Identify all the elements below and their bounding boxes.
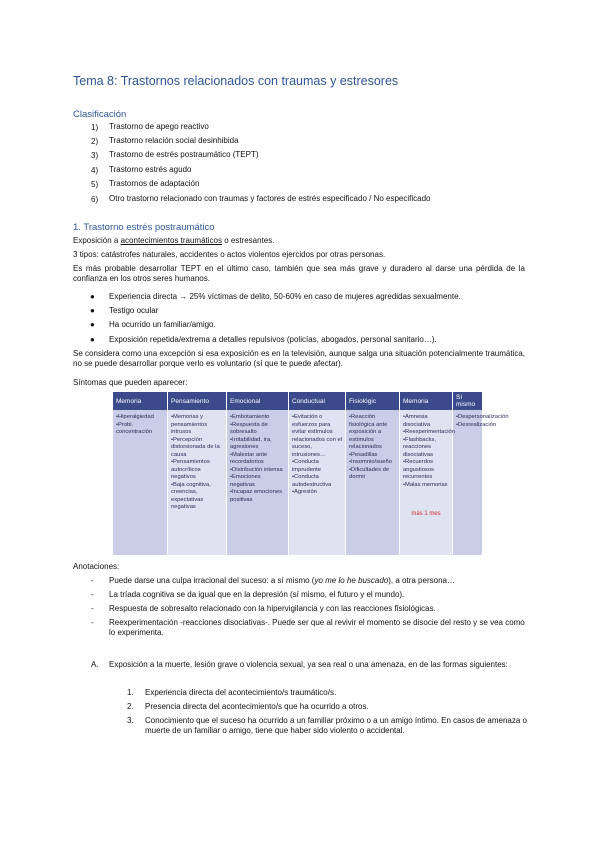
- bullet-item: Exposición repetida/extrema a detalles repulsivos (policías, abogados, personal sanitario…).: [109, 335, 437, 344]
- criterion-text: Exposición a la muerte, lesión grave o violencia sexual, ya sea real o una amenaza, en de las formas siguientes:: [109, 660, 508, 669]
- list-item: Trastorno de estrés postraumático (TEPT): [109, 150, 259, 159]
- table-note: más 1 mes: [411, 511, 441, 517]
- bullet-item: Experiencia directa → 25% víctimas de delito, 50-60% en caso de mujeres agredidas sexualmente.: [109, 292, 461, 301]
- bullet-dot: ●: [90, 335, 95, 344]
- table-row: [113, 410, 483, 555]
- bullet-item: Testigo ocular: [109, 306, 159, 315]
- list-item: Trastorno relación social desinhibida: [109, 136, 239, 145]
- list-number: 1): [91, 123, 99, 132]
- criterion-letter: A.: [91, 660, 99, 669]
- table-cell: •Hiperalgiedad •Probl. concentración: [113, 410, 168, 555]
- table-header: Pensamiento: [168, 392, 227, 410]
- table-cell: •Reacción fisiológica ante exposición a estímulos relacionados •Pesadillas •Insomnio/sueño •Dificultades de dormir: [346, 410, 400, 555]
- list-number: 1.: [127, 688, 134, 697]
- list-item: Presencia directa del acontecimiento/s que ha ocurrido a otros.: [145, 702, 369, 711]
- page-title: Tema 8: Trastornos relacionados con traumas y estresores: [73, 74, 399, 88]
- list-number: 2): [91, 137, 99, 146]
- dash: -: [91, 618, 94, 627]
- list-item: La tríada cognitiva se da igual que en la depresión (sí mismo, el futuro y el mundo).: [109, 590, 405, 599]
- symptoms-table: [113, 392, 509, 555]
- list-item: Reexperimentación -reacciones disociativas-. Puede ser que al revivir el momento se disocie del resto y se vea como lo experimenta.: [109, 618, 525, 637]
- table-header: Sí mismo: [453, 392, 483, 410]
- table-cell: •Memorias y pensamientos intrusos •Percepción distorsionada de la causa •Pensamientos autocríticos negativos •Baja cognitiva, creencias, expectativas negativas: [168, 410, 227, 555]
- exposicion-line: Exposición a acontecimientos traumáticos o estresantes.: [73, 236, 275, 245]
- bullet-dot: ●: [90, 292, 95, 301]
- list-item: Trastornos de adaptación: [109, 179, 200, 188]
- bullet-item: Ha ocurrido un familiar/amigo.: [109, 320, 216, 329]
- table-cell: •Despersonalización •Desrealización: [453, 410, 483, 555]
- list-number: 2.: [127, 702, 134, 711]
- list-number: 3): [91, 151, 99, 160]
- list-number: 6): [91, 195, 99, 204]
- table-header: Memoria: [400, 392, 453, 410]
- table-cell: •Amnesia disociativa •Reexperimentación •Flashbacks, reacciones disociativas •Recuerdos angustiosos recurrentes •Malas memorias más 1 mes: [400, 410, 453, 555]
- tipos-line: 3 tipos: catástrofes naturales, accidentes o actos violentos ejercidos por otras personas.: [73, 250, 386, 259]
- table-header: Emocional: [227, 392, 289, 410]
- sintomas-label: Síntomas que pueden aparecer:: [73, 378, 188, 387]
- table-header: Conductual: [289, 392, 346, 410]
- clasificacion-heading: Clasificación: [73, 109, 127, 120]
- anotaciones-heading: Anotaciones:: [73, 562, 120, 571]
- dash: -: [91, 576, 94, 585]
- dash: -: [91, 604, 94, 613]
- table-cell: •Evitación o esfuerzos para evitar estímulos relacionados con el suceso, intrusiones… •Conducta imprudente •Conducta autodestructiva •Agresión: [289, 410, 346, 555]
- list-number: 3.: [127, 716, 134, 725]
- section-heading: 1. Trastorno estrés postraumático: [73, 222, 215, 233]
- list-item: Experiencia directa del acontecimiento/s traumático/s.: [145, 688, 337, 697]
- dash: -: [91, 590, 94, 599]
- paragraph: Es más probable desarrollar TEPT en el último caso, también que sea más grave y duradero al darse una pérdida de la confianza en los otros seres humanos.: [73, 264, 525, 283]
- list-number: 5): [91, 180, 99, 189]
- table-header: Fisiológic: [346, 392, 400, 410]
- list-number: 4): [91, 166, 99, 175]
- table-header: Memoria: [113, 392, 168, 410]
- list-item: Puede darse una culpa irracional del suceso: a sí mismo (yo me lo he buscado), a otra persona…: [109, 576, 455, 585]
- list-item: Conocimiento que el suceso ha ocurrido a un familiar próximo o a un amigo íntimo. En casos de amenaza o muerte de un familiar o amigo, tiene que haber sido violento o accidental.: [145, 716, 527, 735]
- list-item: Respuesta de sobresalto relacionado con la hipervigilancia y con las reacciones fisiológicas.: [109, 604, 436, 613]
- list-item: Otro trastorno relacionado con traumas y factores de estrés especificado / No especificado: [109, 194, 431, 203]
- excepcion-paragraph: Se considera como una excepción si esa exposición es en la televisión, aunque salga una situación potencialmente traumática, no se puede desarrollar porque verlo es voluntario (sí que te puede afectar).: [73, 349, 525, 368]
- table-cell: •Embotamiento •Respuesta de sobresalto •Irritabilidad, ira, agresiones •Malestar ante recordatorios •Distribución intensa •Emociones negativas •Incapaz emociones positivas: [227, 410, 289, 555]
- table-header-row: [113, 392, 483, 410]
- list-item: Trastorno de apego reactivo: [109, 122, 209, 131]
- bullet-dot: ●: [90, 320, 95, 329]
- list-item: Trastorno estrés agudo: [109, 165, 192, 174]
- bullet-dot: ●: [90, 306, 95, 315]
